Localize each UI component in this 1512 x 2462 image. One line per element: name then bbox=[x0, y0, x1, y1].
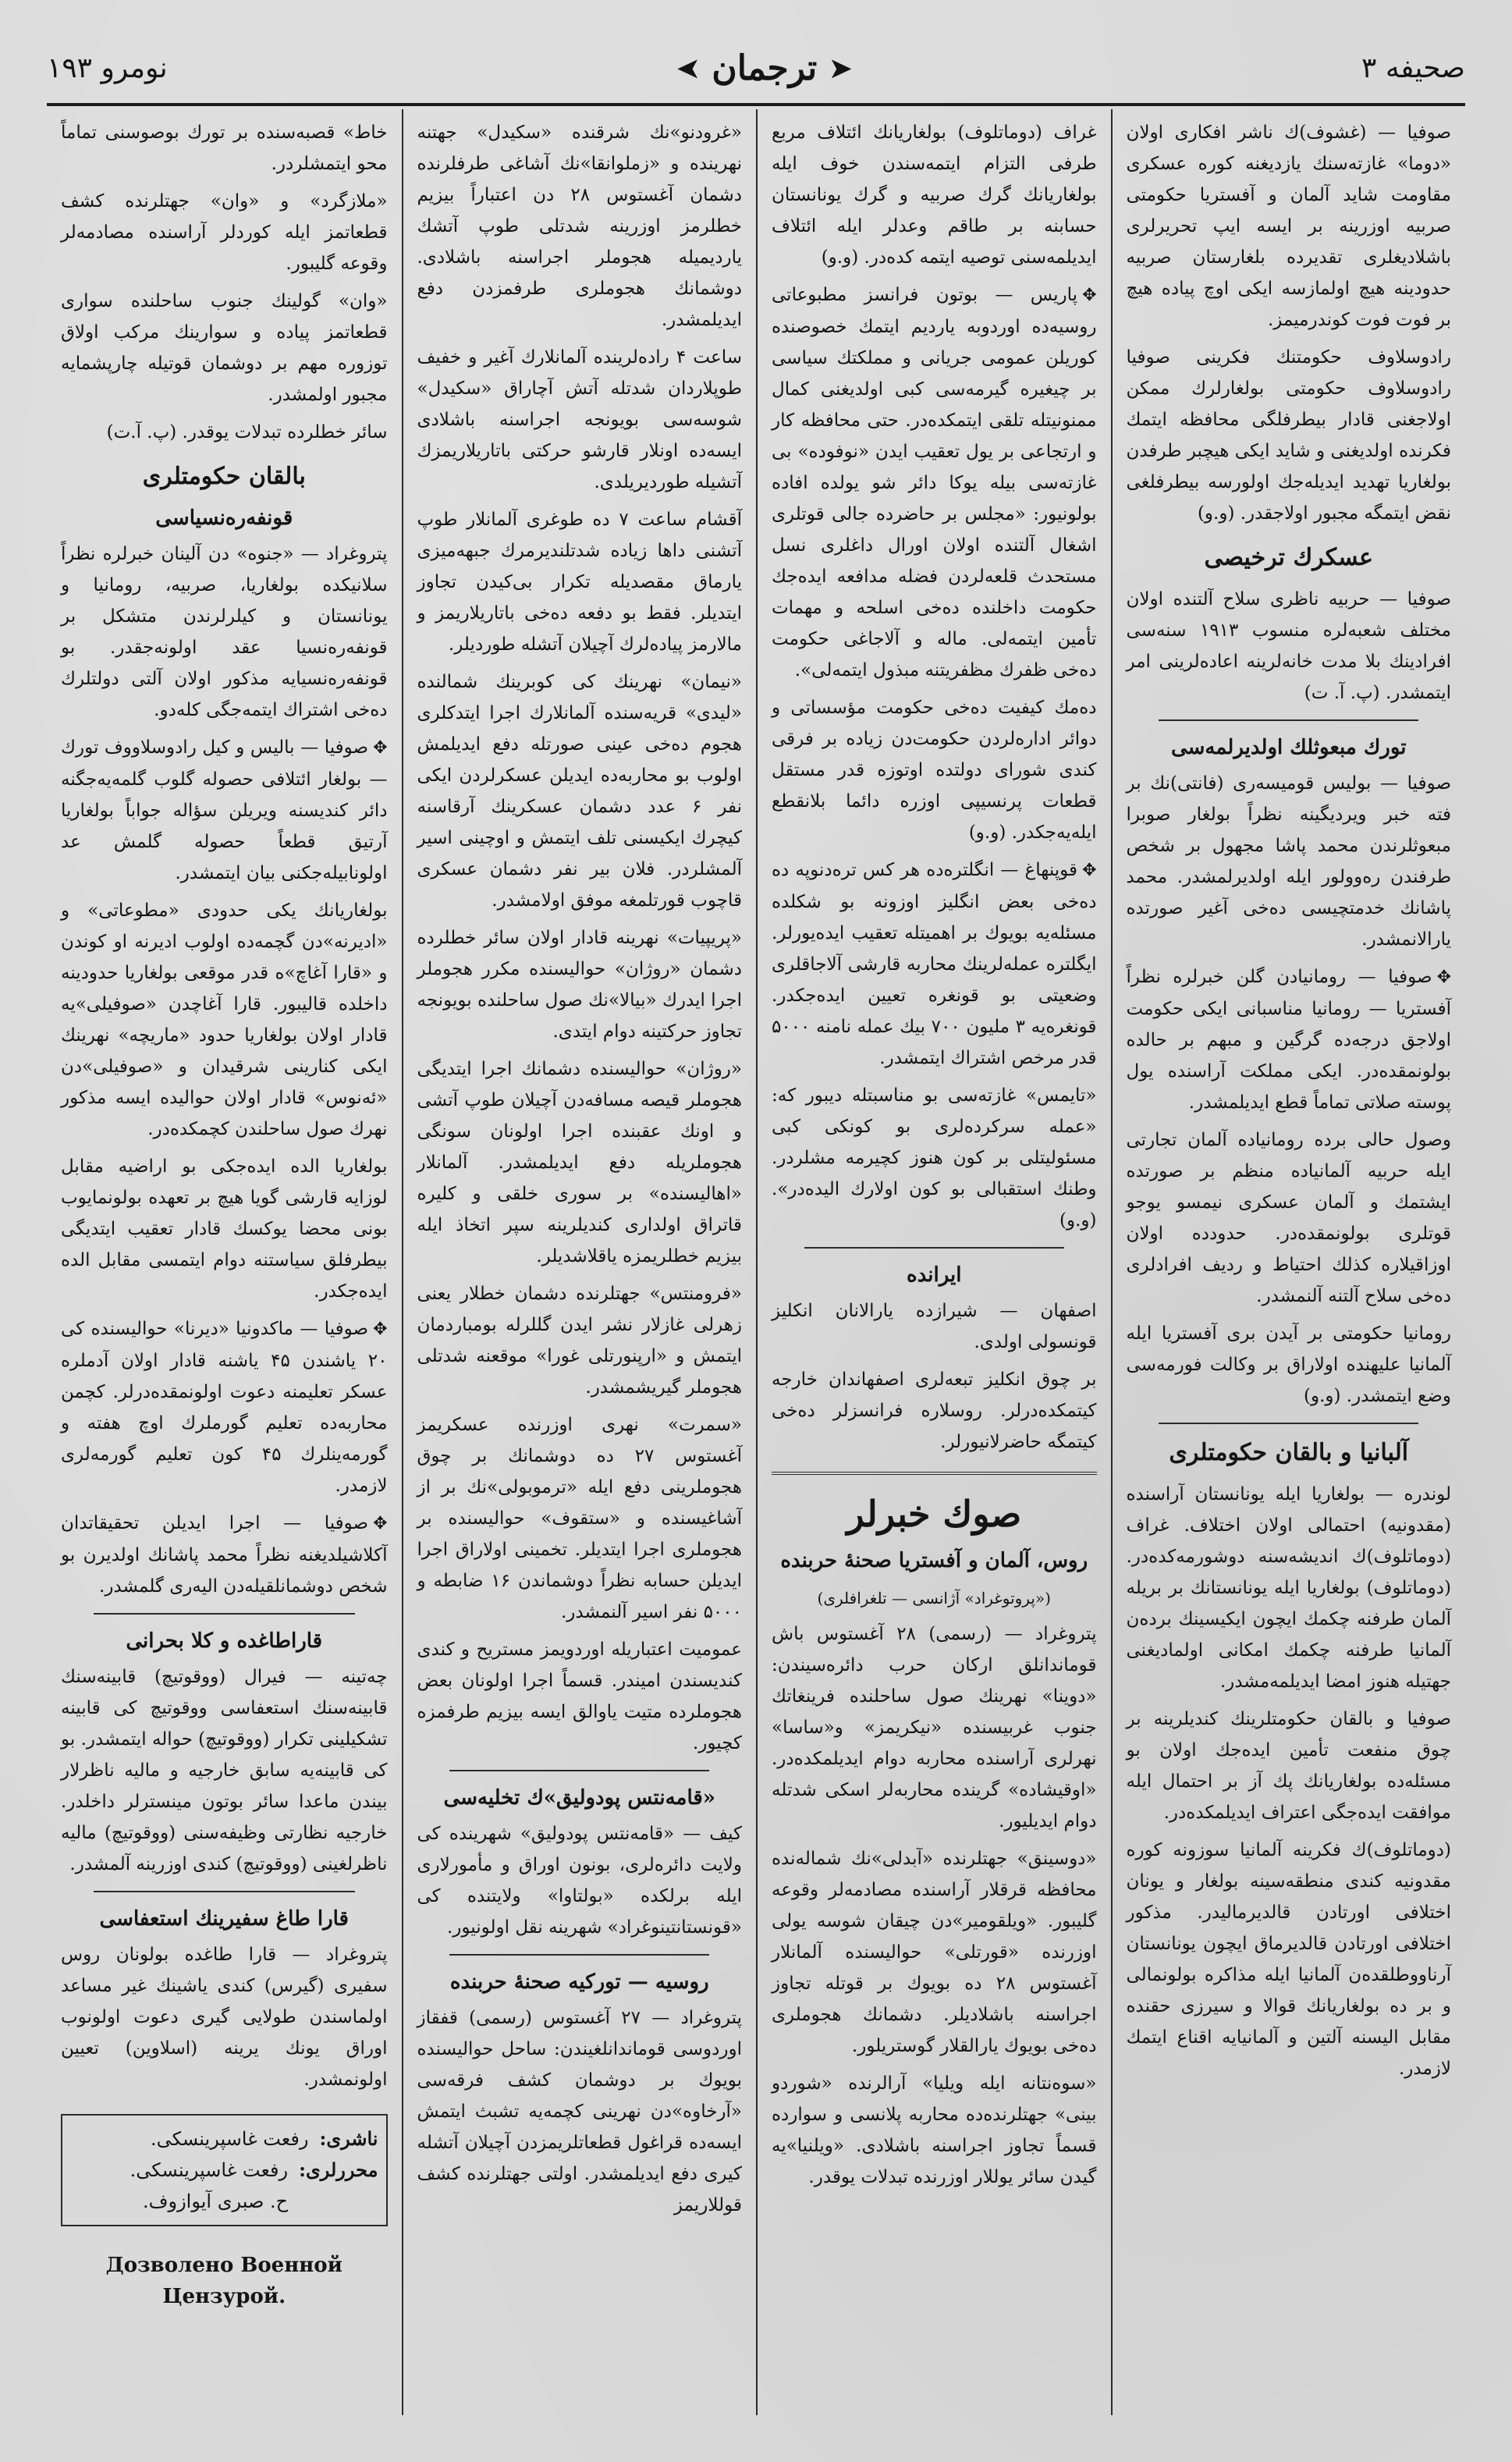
paragraph-text: صوفیا — بالیس و كیل رادوسلاووف تورك — بولغار ائتلافی حصوله گلوب گلمه‌یه‌جگنه دائر كندیسنه ویریلن سؤاله جواباً بولغاریا آرتیق قطعاً حصوله گلمش عد اولونابیله‌جكنی بیان ایتمشدر. bbox=[61, 737, 388, 883]
divider bbox=[1159, 1423, 1418, 1424]
article-paragraph: «سمرت» نهری اوزرنده عسكریمز آغستوس ۲۷ ده دوشمانك بر چوق هجوملرینی دفع ایله «ترموبولی»نك بر از آشاغیسنده و «ستقوف» حوالیسنده بر هجوملری اجرا ایتدیلر. تخمینی اولاراق اجرا ایدیلن حسابه نظراً دوشماندن ۱۶ ضابطه و ۵۰۰۰ نفر اسیر آلنمشدر. bbox=[417, 1415, 742, 1622]
article-paragraph: عمومیت اعتباریله اوردویمز مستریح و كندی كندیسندن امیندر. قسماً اجرا اولونان بعض هجوملرده متیت یاوالق ایسه بیزیم طرفمزه كچیور. bbox=[417, 1640, 742, 1753]
article-paragraph: «وان» گولینك جنوب ساحلنده سواری قطعاتمز پیاده و سوارینك مركب اولاق توزوره مهم بر دوشمان قوتیله چارپشمایه مجبور اولمشدر. bbox=[61, 291, 388, 405]
article-paragraph bbox=[61, 732, 388, 889]
article-paragraph: غراف (دوماتلوف) بولغاریانك ائتلاف مربع طرفی التزام ایتمه‌سندن خوف ایله بولغاریانك گرك صربیه و گرك یونانستان حسابنه بر طاقم وعدلر ایله ائتلاف ایدیلمه‌سنی توصیه ایتمه كده‌در. (و.و) bbox=[772, 123, 1097, 268]
paragraph-text: پاریس — بوتون فرانسز مطبوعاتی روسیه‌ده اوردوبه یاردیم ایتمك خصوصنده كوریلن عمومی جریانی و مملكتك سیاسی بر چیغیره گیرمه‌سی كبی اولدیغنی كمال ممنونیتله تلقی ایتمكده‌در. حتی محافظه كار و ارتجاعی بر یول تعقیب ایدن «نوفوده» بی غازته‌سی بیله یوكا دائر شو یولده افاده بولونیور: «مجلس بر حاضرده جالی قوتلری اشغال آلتنده اولان اورال داغلری نسل مستحدث قلعه‌لردن فضله مدافعه ایده‌جك حكومت داخلنده ده‌خی اسلحه و مهمات تأمین ایتمه‌لی. ماله و آلاجاغی حكومت ده‌خی ظفرك مظفریتنه مبذول ایتمه‌لی». bbox=[772, 285, 1097, 680]
article-paragraph: ده‌مك كیفیت ده‌خی حكومت مؤسساتی و دوائر اداره‌لردن حكومت‌دن زیاده بر فرقی كندی شورای دولتده اوتوزه قدر مستقل قطعات پرنسیپی اوزره دائما بلا‌نقطع ایله‌یه‌جكدر. (و.و) bbox=[772, 698, 1097, 843]
star-bullet-icon: ✥ bbox=[1082, 286, 1097, 305]
article-paragraph: ساعت ۴ راده‌لرینده آلمانلارك آغیر و خفیف طوپلاردان شدتله آتش آچاراق «سكیدل» شوسه‌سی بویونجه اجراسنه باشلادی ایسه‌ده اونلار قارشو حركتی باتاریلاریمزك آتشیله طوردیریلدی. bbox=[417, 347, 742, 492]
editor-name: رفعت غاسپرینسكی. bbox=[130, 2159, 289, 2181]
article-paragraph: «فرومنتس» جهتلرنده دشمان خطلار یعنی زهرلی غازلار نشر ایدن گللرله بومباردمان ایتمش و «ارپنورتلی غورا» موقعنه شدتلی هجوملر گیریشمشدر. bbox=[417, 1284, 742, 1398]
masthead bbox=[47, 31, 1465, 105]
article-paragraph: صوفیا — بولیس قومیسه‌ری (فانتی)نك بر فته خبر ویردیگینه نظراً بولغار صوبرا مبعوثلرندن محمد پاشا مجهول بر شخص طرفندن ره‌وولور ایله اولدیرلمشدر. محمد پاشانك خدمتچیسی ده‌خی آغیر صورتده یارالانمشدر. bbox=[1126, 773, 1451, 950]
article-subheading: («پروتوغراد» آژانسی — تلغرافلری) bbox=[817, 1589, 1051, 1608]
star-bullet-icon: ✥ bbox=[373, 1514, 388, 1533]
article-paragraph: صوفیا و بالقان حكومتلرینك كندیلرینه بر چوق منفعت تأمین ایده‌جك اولان بو مسئله‌ده بولغاریانك پك آز بر احتمال ایله موافقت ایده‌جگی اعتراف ایدیلمكده‌در. bbox=[1126, 1709, 1451, 1823]
latest-news-title: صوك خبرلر bbox=[847, 1493, 1022, 1535]
article-paragraph: «ملازگرد» و «وان» جهتلرنده كشف قطعاتمز ایله كوردلر آراسنده مصادمه‌لر وقوعه گلیبور. bbox=[61, 191, 388, 274]
column-1 bbox=[1111, 109, 1466, 2415]
divider bbox=[94, 1613, 355, 1615]
publisher-label: ناشری: bbox=[319, 2127, 378, 2150]
star-bullet-icon: ✥ bbox=[1082, 861, 1097, 880]
double-divider bbox=[772, 1472, 1097, 1475]
article-paragraph: پتروغراد — قارا طاغده بولونان روس سفیری (گیرس) كندی یاشینك غیر مساعد اولماسندن طولایی گیری دعوت اولونوب اوراق یونك یرینه (اسلاوین) تعیین اولونمشدر. bbox=[61, 1945, 388, 2090]
article-paragraph: خاط» قصبه‌سنده بر تورك بوصوسنی تماماً محو ایتمشلردر. bbox=[61, 123, 388, 174]
editors-label: محررلری: bbox=[299, 2158, 378, 2181]
article-paragraph: «غرودنو»نك شرقنده «سكیدل» جهتنه نهرینده و «زملوانقا»نك آشاغی طرفلرنده دشمان آغستوس ۲۸ دن اعتباراً بیزیم خطلرمز اوزرینه شدتلی طوپ آتشك یاردیمیله هجوملر اجراسنه باشلادی. دوشمانك هجوملری طرفمزدن دفع ایدیلمشدر. bbox=[417, 123, 742, 330]
columns bbox=[47, 109, 1465, 2415]
article-paragraph bbox=[61, 1508, 388, 1602]
article-heading: «قامه‌نتس پودولیق»ك تخلیه‌سی bbox=[443, 1786, 716, 1810]
article-paragraph: «سوه‌نتانه ایله ویلیا» آرالرنده «شوردو بینی» جهتلرنده‌ده محاربه پلانسی و سوارده قسماً تجاوز اجراسنه باشلادی. «ویلنیا»یه گیدن سائر یوللار اوزرنده تبدلات یوقدر. bbox=[772, 2073, 1097, 2187]
article-heading: تورك مبعوثلك اولدیرلمه‌سی bbox=[1170, 736, 1407, 759]
star-bullet-icon: ✥ bbox=[1436, 968, 1451, 987]
divider bbox=[449, 1954, 709, 1956]
article-heading: آلبانیا و بالقان حكومتلری bbox=[1169, 1439, 1409, 1466]
article-paragraph: اصفهان — شیرازده یارالانان انكلیز قونسولی اولدی. bbox=[772, 1301, 1097, 1352]
article-paragraph: «دوسینق» جهتلرنده «آبدلی»نك شماله‌نده محافظه قرقلار آراسنده مصادمه‌لر وقوعه گلیبور. «ویلقومیر»دن چیقان شوسه یولی اوزرنده «قورتلی» حوالیسنده آلمانلار آغستوس ۲۸ ده بویوك بر قوتله تجاوز اجراسنه باشلادیلر. دشمانك هجوملری ده‌خی بویوك یارالقلار گوستریلور. bbox=[772, 1849, 1097, 2056]
article-paragraph: لوندره — بولغاریا ایله یونانستان آراسنده (مقدونیه) احتمالی اولان اختلاف. غراف (دوماتلوف)ك اندیشه‌سنه دوشورمه‌كده‌در. (دوماتلوف) بولغاریا ایله یونانستانك بر بریله آلمان طرفنه چكمك ایچون ایكیسینك برده‌ن آلمانیا طرفنه چكمك امكانی اولمادیغنی جهتیله هنوز امضا ایدیلمه‌مشدر. bbox=[1126, 1484, 1451, 1692]
divider bbox=[449, 1770, 709, 1771]
article-paragraph: سائر خطلرده تبدلات یوقدر. (پ. آ.ت) bbox=[106, 422, 388, 442]
divider bbox=[1159, 719, 1418, 721]
divider bbox=[804, 1247, 1064, 1249]
publisher-row bbox=[70, 2123, 378, 2155]
article-subheading: قونفه‌ره‌نسیاسی bbox=[155, 506, 293, 530]
article-paragraph: صوفیا — (غشوف)ك ناشر افكاری اولان «دوما» غازته‌سنك یازدیغنه كوره عسكری مقاومت شاید آلمان و آفستریا حكومتی صربیه اوزرینه بر ایسه ایپ تحریرلری باشلادیغلری تقدیرده بلغارستان صربیه حدودینه هیچ اولمازسه ایكی اوچ پیاده هیچ بر فوت فوت كوندرمیمز. bbox=[1126, 123, 1451, 330]
censorship-notice: Дозволено Военной Цензурой. bbox=[105, 2254, 343, 2308]
column-3 bbox=[402, 109, 757, 2415]
publisher-name: رفعت غاسپرینسكی. bbox=[150, 2128, 309, 2150]
article-paragraph: پتروغراد — «جنوه» دن آلینان خبرلره نظراً سلانیكده بولغاریا، صربیه، رومانیا و یونانستان و كیلرلرندن متشكل بر قونفه‌ره‌نسیا عقد اولونه‌جقدر. بو قونفه‌ره‌نسیایه مذكور اولان آلتی دولتلرك ده‌خی اشتراك ایتمه‌جگی كله‌دو. bbox=[61, 544, 388, 720]
article-heading: عسكرك ترخیصی bbox=[1204, 544, 1373, 571]
article-paragraph: «تایمس» غازته‌سی بو مناسبتله دیبور كه: «عمله سركرده‌لری بو كونكی كبی مسئولیتلی بر كون هنوز كچیرمه مشلردر. وطنك استقبالی بو كون اولارك الیده‌در». (و.و) bbox=[772, 1085, 1097, 1231]
article-paragraph: پتروغراد — (رسمی) ۲۸ آغستوس باش قوماندانلق اركان حرب دائره‌سیندن: «دوینا» نهرینك صول ساحلنده فرینغاتك جنوب غربیسنده «نیكریمز» و«ساسا» نهرلری آراسنده محاربه دوام ایدیلمكده‌در. «اوقیشاده» گرینده محاربه‌لر اسكی شدتله دوام ایدیلیور. bbox=[772, 1624, 1097, 1831]
article-heading: ایرانده bbox=[906, 1263, 962, 1287]
masthead-rule bbox=[47, 103, 1465, 106]
article-paragraph: بولغاریا الده ایده‌جكی بو اراضیه مقابل لوزایه قارشی گویا هیچ بر تعهده بولونمایوب بونی محضا یوكسك قادار تعقیب ایتدیگی بیطرفلق سیاستنه دوام ایتمسی مقابل الده ایده‌جكدر. bbox=[61, 1156, 388, 1302]
article-paragraph: پتروغراد — ۲۷ آغستوس (رسمی) قفقاز اوردوسی قوماندانلغیندن: ساحل حوالیسنده بویوك بر دوشمان كشف فرقه‌سی «آرخاوه»دن نهرینی كچمه‌یه تشبث ایتمش ایسه‌ده قراغول قطعاتلریمزدن آچیلان آتشله كیری دفع ایدیلمشدر. اولتی جهتلرنده كشف قوللاریمز bbox=[417, 2008, 742, 2215]
article-heading: روس، آلمان و آفستریا صحنهٔ حربنده bbox=[780, 1549, 1088, 1572]
paragraph-text: صوفیا — ماكدونیا «دیرنا» حوالیسنده كی ۲۰ یاشندن ۴۵ یاشنه قادار اولان آدملره عسكر تعلیمنه دعوت اولونمقده‌درلر. كچمن محاربه‌ده تعلیم گورملرك اوچ هفته و گورمه‌ینلرك ۴۵ كون تعلیم گورمه‌لری لازمدر. bbox=[61, 1319, 388, 1496]
article-paragraph: رومانیا حكومتی بر آیدن بری آفستریا ایله آلمانیا علیهنده اولاراق بر وكالت فورمه‌سی وضع ایتمشدر. (و.و) bbox=[1126, 1323, 1451, 1406]
editors-row bbox=[70, 2155, 378, 2217]
article-paragraph: بولغاریانك یكی حدودی «مطوعاتی» و «ادیرنه»دن گچمه‌ده اولوب ادیرنه او كوندن و «قارا آغاچ»ه قدر موقعی بولغاریا حدودینه داخلده قالیبور. قارا آغاچدن «صوفیلی»یه قادار اولان بولغاریا حدود «ماریچه» نهرینك ایكی كنارینی شرقیدان و «صوفیلی»دن «ئه‌نوس» قادار اولان حوالیده ایسه مذكور نهرك صول ساحلندن كچمكده‌در. bbox=[61, 901, 388, 1139]
divider bbox=[94, 1891, 355, 1892]
article-paragraph: آقشام ساعت ۷ ده طوغری آلمانلار طوپ آتشنی داها زیاده شدتلندیرمرك جبهه‌میزی یارماق مقصدیله تكرار بی‌كیدن تجاوز ایتدیلر. فقط بو دفعه ده‌خی باتاریلاریمز و مالارمز پیاده‌لرك آچیلان آتشله طوردیلر. bbox=[417, 510, 742, 655]
article-paragraph: چه‌تینه — فیرال (ووقوتیچ) قابینه‌سنك قابینه‌سنك استعفاسی ووقوتیچ كی قابینه تشكیلینی تكرار (ووقوتیچ) حواله ایتمشدر. بو كی قابینه‌یه سابق خارجیه و مالیه ناظرلار بیندن ماعدا سائر بوتون مینسترلر داخلدر. خارجیه نظارتی وظیفه‌سنی (ووقوتیچ) مالیه ناظرلغینی (ووقوتیچ) كندی اوزرینه آلمشدر. bbox=[61, 1667, 388, 1874]
article-paragraph: وصول حالی برده رومانیاده آلمان تجارتی ایله حربیه آلمانیاده منظم بر صورتده ایشتمك و آلمان عسكری نیمسو یوجو قوتلری بولونمقده‌در. حدودده اولان اوزاقیلاره كذلك احتیاط و ردیف افرادلری ده‌خی سلاح آلتنه آلنمشدر. bbox=[1126, 1130, 1451, 1306]
article-paragraph: رادوسلاوف حكومتنك فكرینی صوفیا رادوسلاوف حكومتی بولغارلرك ممكن اولاجغنی قادار بیطرفلگی محافظه ایتمك فكرنده اولدیغنی و شاید ایكی هیچبر طرفدن بولغاریا تهدید ایدیله‌جك اولورسه بیطرفلغی نقض ایتمگه مجبور اولاجقدر. (و.و) bbox=[1126, 347, 1451, 524]
newspaper-title: ترجمان bbox=[712, 48, 818, 88]
issue-number: نومرو ۱۹۳ bbox=[47, 52, 168, 84]
article-paragraph: «پریپیات» نهرینه قادار اولان سائر خطلرده دشمان «روژان» حوالیسنده مكرر هجوملر اجرا ایدرك «بیالا»نك صول ساحلنده بویونجه تجاوز حركتینه دوام ایتدی. bbox=[417, 928, 742, 1042]
article-paragraph: (دوماتلوف)ك فكرینه آلمانیا سوزونه كوره مقدونیه كندی منطقه‌سینه بولغار و یونان اختلافی اورتادن قالدیرمالیدر. مذكور اختلافی اورتادن قالدیرماق ایچون یونانستان آرناووطلقده‌ن آلمانیا ایله مذاكره بولونمالی و بر ده بولغاریانك قوالا و سیرزی حقنده مقابل الیسنه آلتین و آلمانیایه اقناع ایتمك لازمدر. bbox=[1126, 1840, 1451, 2079]
star-bullet-icon: ✥ bbox=[373, 738, 388, 758]
editor-name: ح. صبری آیوازوف. bbox=[142, 2190, 289, 2212]
article-heading: بالقان حكومتلری bbox=[142, 463, 306, 490]
article-paragraph bbox=[61, 1313, 388, 1501]
article-heading: قاراطاغده و كلا بحرانی bbox=[126, 1629, 323, 1653]
paragraph-text: صوفیا — رومانیادن گلن خبرلره نظراً آفستریا — رومانیا مناسبانی ایكی حكومت اولاجق درجه‌ده گرگین و مبهم بر حالده بولونمقده‌در. ایكی مملكت آراسنده یول پوسته صلاتی تماماً قطع ایدیلمشدر. bbox=[1126, 967, 1451, 1113]
editors-names bbox=[130, 2155, 289, 2217]
paragraph-text: صوفیا — اجرا ایدیلن تحقیقاتدان آكلاشیلدیغنه نظراً محمد پاشانك اولدیرن بو شخص دوشمانلقیله‌دن الیه‌ری گلمشدر. bbox=[61, 1513, 388, 1597]
article-paragraph: كیف — «قامه‌نتس پودولیق» شهرینده كی ولایت دائره‌لری، بونون اوراق و مأمورلاری ایله برلكده «بولتاوا» ولایتنده كی «قونستانتینوغراد» شهرینه نقل اولونیور. bbox=[417, 1824, 742, 1938]
article-paragraph: صوفیا — حربیه ناظری سلاح آلتنده اولان مختلف شعبه‌لره منسوب ۱۹۱۳ سنه‌سی افرادینك بلا مدت خانه‌لرینه اعاده‌لرینی امر ایتمشدر. (پ. آ. ت) bbox=[1126, 589, 1451, 703]
article-paragraph: بر چوق انكلیز تبعه‌لری اصفهاندان خارجه كیتمكده‌درلر. روسلاره فرانسزلر ده‌خی كیتمگه حاضرلانیورلر. bbox=[772, 1370, 1097, 1452]
imprint-box bbox=[61, 2114, 388, 2226]
article-paragraph bbox=[772, 279, 1097, 686]
arrow-right-icon: ➤ bbox=[829, 52, 852, 84]
star-bullet-icon: ✥ bbox=[373, 1320, 388, 1339]
paragraph-text: قوپنهاغ — انگلتره‌ده هر كس تره‌دنوپه ده ده‌خی بعض انگلیز اوزونه بو شكلده مسئله‌یه بویوك بر اهمیتله تعقیب ایده‌یورلر. ایگلتره عمله‌لرینك محاربه قارشی آلاجاقلری وضعیتی بو قونغره تعیین ایده‌جكدر. قونغره‌یه ۳ ملیون ۷۰۰ بیك عمله نامنه ۵۰۰۰ قدر مرخص اشتراك ایتمشدر. bbox=[772, 860, 1097, 1068]
article-paragraph: «نیمان» نهرینك كی كوبرینك شمالنده «لیدی» قریه‌سنده آلمانلارك اجرا ایتدكلری هجوم ده‌خی عینی صورتله دفع ایدیلمش اولوب بو محاربه‌ده ایدیلن عسكرلردن ایكی نفر ۶ عدد دشمان عسكرینك آرقاسنه كیچرك ایكیسنی تلف ایتمش و اوچینی اسیر آلمشلردر. فلان بیر نفر دشمان عسكری قاچوب قورتلمغه موفق اولامشدر. bbox=[417, 672, 742, 911]
article-paragraph: «روژان» حوالیسنده دشمانك اجرا ایتدیگی هجوملر قیصه مسافه‌دن آچیلان طوپ آتشی و اونك عقبنده اجرا اولونان سونگی هجوملریله دفع ایدیلمشدر. آلمانلار «اهالیسنده» بر سوری خلقی و كلیره قاتراق اولداری كندیلرینه سپر اتخاذ ایله بیزیم خطلریمزه یاقلاشدیلر. bbox=[417, 1059, 742, 1267]
column-2 bbox=[756, 109, 1111, 2415]
masthead-title-wrap bbox=[677, 48, 852, 88]
article-heading: قارا طاغ سفیرینك استعفاسی bbox=[99, 1907, 349, 1931]
page-number: صحیفه ۳ bbox=[1361, 52, 1465, 84]
article-paragraph bbox=[1127, 961, 1452, 1118]
column-4 bbox=[47, 109, 402, 2415]
arrow-left-icon: ➤ bbox=[676, 52, 700, 84]
article-heading: روسیه — توركیه صحنهٔ حربنده bbox=[449, 1970, 709, 1994]
article-paragraph bbox=[772, 854, 1097, 1074]
